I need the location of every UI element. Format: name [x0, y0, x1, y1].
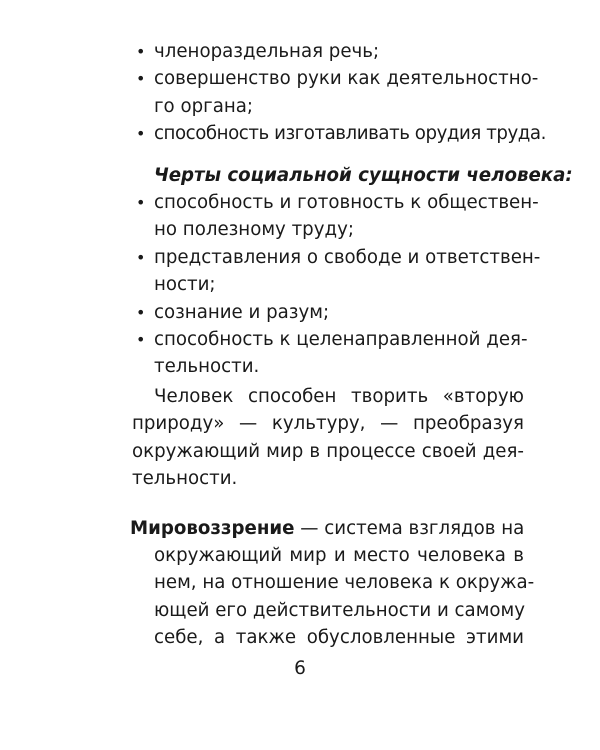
definition-line: нем, на отношение человека к окружа- — [154, 572, 535, 594]
body-paragraph — [132, 383, 524, 493]
definition-line: себе, а также обусловленные этими — [154, 627, 524, 649]
page-number: 6 — [294, 658, 306, 679]
bullet-icon: • — [136, 330, 146, 350]
list-item-text: го органа; — [154, 95, 254, 117]
list-item — [132, 38, 524, 65]
list-item-text: способность и готовность к обществен- — [154, 192, 539, 214]
list-item-text: сознание и разум; — [154, 301, 330, 323]
bullet-list-social-traits — [132, 189, 541, 381]
list-item-text: членораздельная речь; — [154, 41, 380, 62]
bullet-icon: • — [136, 247, 146, 267]
list-item — [132, 244, 541, 299]
list-item-text: совершенство руки как деятельностно- — [154, 68, 539, 90]
paragraph-line: природу» — культуру, — преобразуя — [132, 413, 524, 435]
list-item-text: тельности. — [154, 356, 260, 378]
list-item — [132, 326, 528, 381]
definition-term: Мировоззрение — [130, 517, 295, 539]
bullet-list-human-traits — [132, 38, 546, 148]
definition-line: окружающий мир и место человека в — [154, 544, 524, 566]
list-item-text: способность к целенаправленной дея- — [154, 329, 528, 351]
definition-first-line — [130, 515, 524, 542]
definition-text: — система взглядов на — [294, 517, 525, 539]
paragraph-line: тельности. — [132, 468, 238, 490]
list-item-text: способность изготавливать орудия труда. — [154, 123, 546, 145]
definition-line: ющей его действительности и самому — [154, 599, 526, 621]
list-item — [132, 189, 539, 244]
bullet-icon: • — [136, 69, 146, 89]
bullet-icon: • — [136, 42, 146, 61]
definition-block — [130, 515, 535, 652]
list-item — [132, 120, 546, 147]
list-item-text: ности; — [154, 274, 216, 296]
list-item — [132, 299, 524, 326]
page-body — [130, 38, 573, 652]
paragraph-line: Человек способен творить «вторую — [154, 385, 524, 407]
paragraph-line: окружающий мир в процессе своей дея- — [132, 440, 524, 462]
list-item-text: представления о свободе и ответствен- — [154, 246, 541, 268]
list-item-text: но полезному труду; — [154, 219, 354, 241]
bullet-icon: • — [136, 302, 146, 322]
section-subheading: Черты социальной сущности человека: — [154, 164, 573, 186]
bullet-icon: • — [136, 193, 146, 213]
list-item — [132, 65, 539, 120]
bullet-icon: • — [136, 124, 146, 144]
